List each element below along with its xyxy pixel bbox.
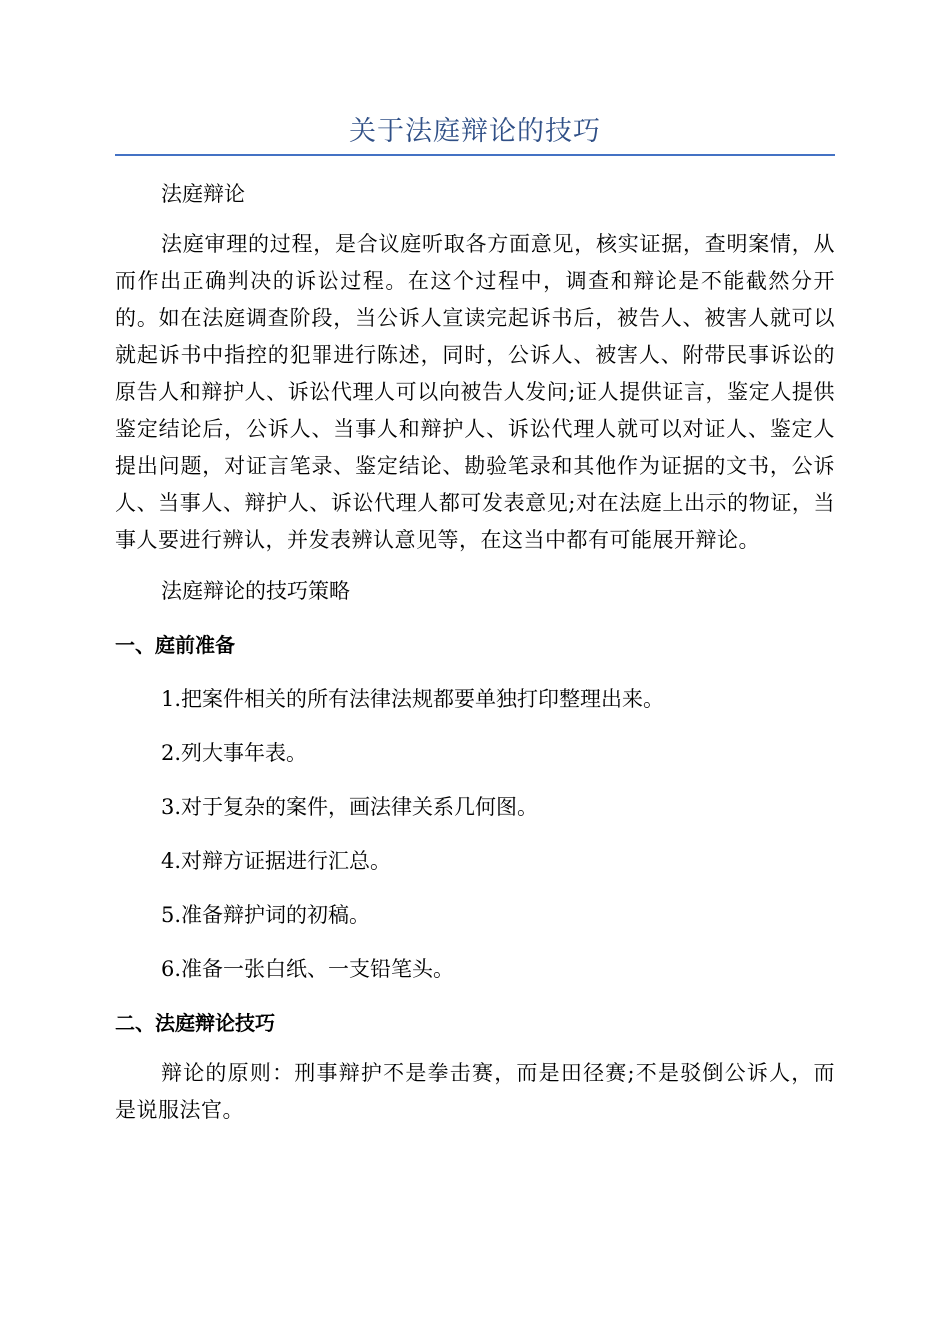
heading-preparation: 一、庭前准备 — [115, 633, 235, 657]
title-underline — [115, 154, 835, 156]
intro-paragraph: 法庭审理的过程，是合议庭听取各方面意见，核实证据，查明案情，从而作出正确判决的诉讼过程。在这个过程中，调查和辩论是不能截然分开的。如在法庭调查阶段，当公诉人宣读完起诉书后，被告人、被害人就可以就起诉书中指控的犯罪进行陈述，同时，公诉人、被害人、附带民事诉讼的原告人和辩护人、诉讼代理人可以向被告人发问;证人提供证言，鉴定人提供鉴定结论后，公诉人、当事人和辩护人、诉讼代理人就可以对证人、鉴定人提出问题，对证言笔录、鉴定结论、勘验笔录和其他作为证据的文书，公诉人、当事人、辩护人、诉讼代理人都可发表意见;对在法庭上出示的物证，当事人要进行辨认，并发表辨认意见等，在这当中都有可能展开辩论。 — [115, 232, 835, 552]
list-item: 3.对于复杂的案件，画法律关系几何图。 — [161, 795, 539, 819]
list-item: 1.把案件相关的所有法律法规都要单独打印整理出来。 — [161, 687, 665, 711]
document-body — [115, 172, 835, 1129]
list-item: 5.准备辩护词的初稿。 — [161, 903, 371, 927]
document-title: 关于法庭辩论的技巧 — [349, 116, 601, 147]
section-intro-title: 法庭辩论 — [161, 182, 245, 206]
list-item: 4.对辩方证据进行汇总。 — [161, 849, 392, 873]
list-item: 2.列大事年表。 — [161, 741, 308, 765]
strategy-title: 法庭辩论的技巧策略 — [161, 579, 350, 603]
principle-paragraph: 辩论的原则：刑事辩护不是拳击赛，而是田径赛;不是驳倒公诉人，而是说服法官。 — [115, 1061, 835, 1122]
heading-debate-skills: 二、法庭辩论技巧 — [115, 1011, 275, 1035]
list-item: 6.准备一张白纸、一支铅笔头。 — [161, 957, 455, 981]
